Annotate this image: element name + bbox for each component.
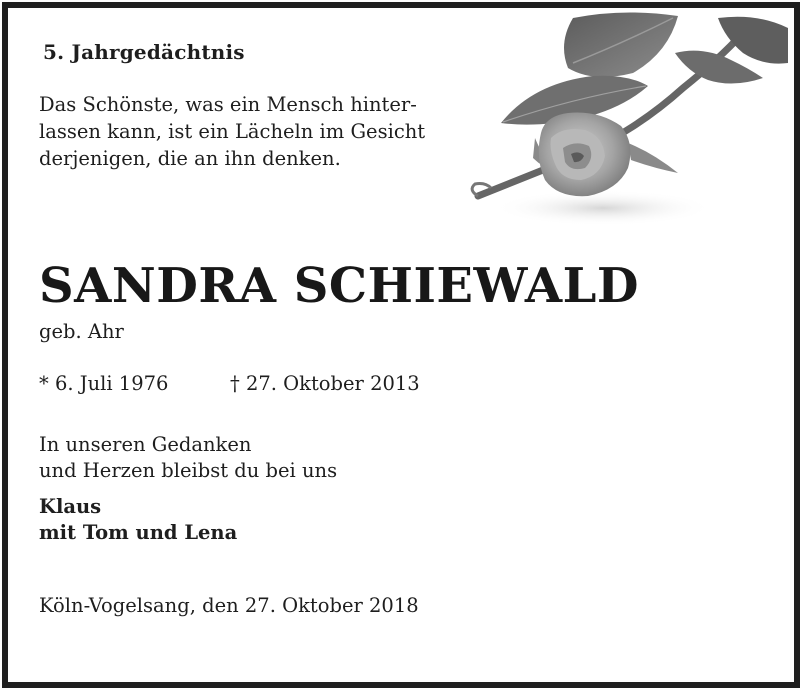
memory-line: und Herzen bleibst du bei uns [39,459,338,482]
quote-line: derjenigen, die an ihn denken. [39,147,341,170]
death-date: † 27. Oktober 2013 [230,372,420,395]
place-date: Köln-Vogelsang, den 27. Oktober 2018 [39,594,419,617]
signer-line: mit Tom und Lena [39,521,238,544]
birth-date: * 6. Juli 1976 [39,372,169,395]
obituary-notice [2,2,800,688]
signer-line: Klaus [39,495,102,518]
memory-text [39,432,337,484]
maiden-name: geb. Ahr [39,320,124,343]
memory-line: In unseren Gedanken [39,433,252,456]
signers [39,494,237,546]
quote-line: lassen kann, ist ein Lächeln im Gesicht [39,120,426,143]
memorial-quote [39,91,425,172]
rose-image [463,8,788,230]
deceased-name: SANDRA SCHIEWALD [39,258,639,314]
anniversary-heading: 5. Jahrgedächtnis [43,40,245,64]
quote-line: Das Schönste, was ein Mensch hinter- [39,93,417,116]
